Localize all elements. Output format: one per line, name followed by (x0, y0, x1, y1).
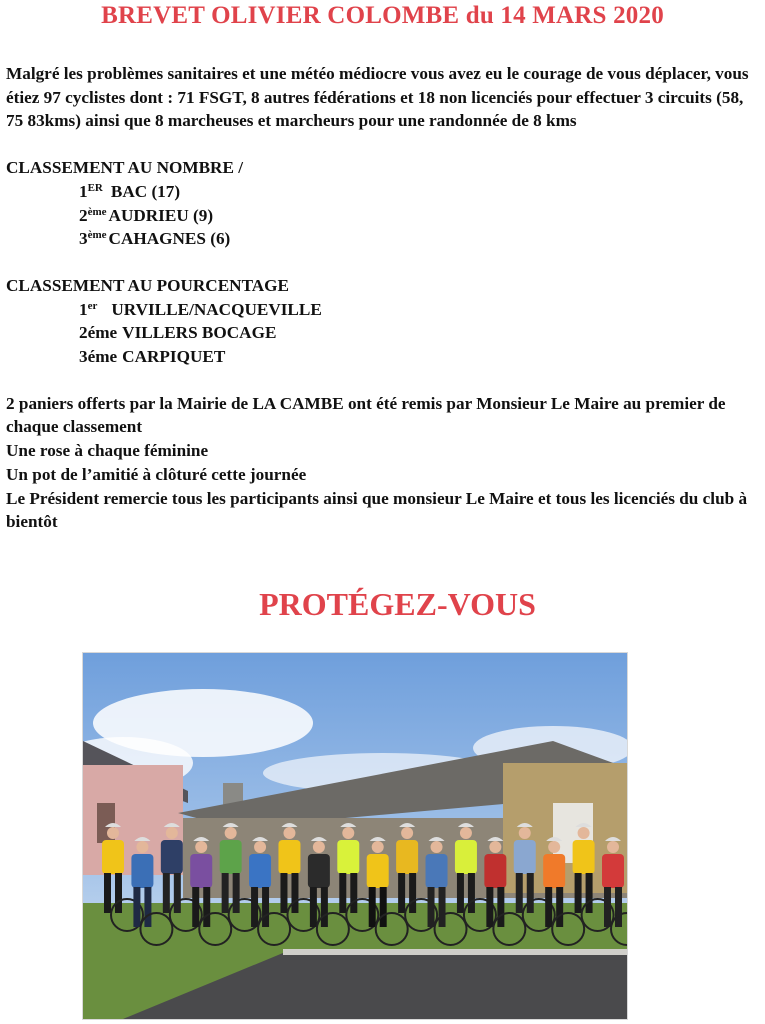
cyclist-head (107, 827, 119, 839)
closing-line: Le Président remercie tous les participants ainsi que monsieur Le Maire et tous les licenciés du club à bientôt (6, 488, 748, 532)
rank-number: 2éme (79, 323, 118, 343)
closing-line: Une rose à chaque féminine (6, 441, 209, 461)
rank-suffix: ème (87, 229, 107, 242)
rank-suffix: ER (87, 181, 103, 194)
cyclist-head (372, 841, 384, 853)
leg (222, 873, 229, 913)
rank-item (6, 345, 756, 369)
leg (604, 887, 611, 927)
closing-line: Un pot de l’amitié à clôturé cette journée (6, 464, 307, 484)
cyclist-head (195, 841, 207, 853)
cyclist-head (401, 827, 413, 839)
cyclist-head (225, 827, 237, 839)
rank-item (6, 321, 756, 345)
leg (321, 887, 328, 927)
cyclist-head (460, 827, 472, 839)
jersey (426, 854, 448, 888)
spacer (6, 251, 756, 274)
jersey (573, 840, 595, 874)
path-curb (283, 949, 627, 955)
leg (174, 873, 181, 913)
classement-nombre-list (6, 180, 756, 251)
jersey (220, 840, 242, 874)
leg (203, 887, 210, 927)
cyclist-head (313, 841, 325, 853)
cyclist-head (548, 841, 560, 853)
leg (280, 873, 287, 913)
leg (104, 873, 111, 913)
leg (133, 887, 140, 927)
leg (527, 873, 534, 913)
leg (398, 873, 405, 913)
jersey (131, 854, 153, 888)
cyclist-head (489, 841, 501, 853)
rank-item (6, 204, 756, 228)
cyclist-head (254, 841, 266, 853)
jersey (278, 840, 300, 874)
leg (115, 873, 122, 913)
leg (350, 873, 357, 913)
jersey (337, 840, 359, 874)
leg (615, 887, 622, 927)
leg (291, 873, 298, 913)
page-title: BREVET OLIVIER COLOMBE du 14 MARS 2020 (101, 2, 664, 29)
closing-line: 2 paniers offerts par la Mairie de LA CAMBE ont été remis par Monsieur Le Maire au premier de chaque classement (6, 393, 726, 437)
cyclist-head (342, 827, 354, 839)
cyclist-head (136, 841, 148, 853)
jersey (484, 854, 506, 888)
leg (409, 873, 416, 913)
group-photo-image (83, 653, 627, 1019)
rank-number: 1 (79, 299, 88, 319)
leg (192, 887, 199, 927)
rank-number: 1 (79, 181, 88, 201)
cyclist-head (283, 827, 295, 839)
cyclist-head (519, 827, 531, 839)
rank-label: BAC (17) (110, 181, 181, 201)
rank-number: 2 (79, 205, 88, 225)
leg (497, 887, 504, 927)
leg (163, 873, 170, 913)
leg (369, 887, 376, 927)
classement-pourcentage-list (6, 298, 756, 369)
jersey (190, 854, 212, 888)
jersey (602, 854, 624, 888)
rank-number: 3éme (79, 347, 118, 367)
rank-label: AUDRIEU (9) (108, 205, 214, 225)
classement-pourcentage-heading: CLASSEMENT AU POURCENTAGE (6, 275, 290, 295)
rank-suffix: er (87, 299, 98, 312)
leg (468, 873, 475, 913)
rank-label: VILLERS BOCAGE (122, 323, 277, 343)
rank-number: 3 (79, 229, 88, 249)
article-body (6, 62, 756, 534)
jersey (514, 840, 536, 874)
leg (251, 887, 258, 927)
cyclist-head (166, 827, 178, 839)
leg (556, 887, 563, 927)
rank-item (6, 298, 756, 322)
leg (439, 887, 446, 927)
jersey (161, 840, 183, 874)
leg (144, 887, 151, 927)
leg (516, 873, 523, 913)
slogan-heading: PROTÉGEZ-VOUS (259, 586, 536, 622)
leg (310, 887, 317, 927)
jersey (308, 854, 330, 888)
leg (428, 887, 435, 927)
group-photo (82, 652, 628, 1020)
leg (380, 887, 387, 927)
rank-label: URVILLE/NACQUEVILLE (111, 299, 322, 319)
jersey (102, 840, 124, 874)
leg (262, 887, 269, 927)
rank-suffix: ème (87, 205, 107, 218)
leg (575, 873, 582, 913)
rank-label: CAHAGNES (6) (108, 229, 231, 249)
leg (339, 873, 346, 913)
leg (545, 887, 552, 927)
classement-nombre-heading: CLASSEMENT AU NOMBRE / (6, 158, 244, 178)
intro-paragraph: Malgré les problèmes sanitaires et une météo médiocre vous avez eu le courage de vous déplacer, vous étiez 97 cyclistes dont : 71 FSGT, 8 autres fédérations et 18 non licenciés pour effectuer 3 circuits (58, 75 83kms) ainsi que 8 marcheuses et marcheurs pour une randonnée de 8 kms (6, 64, 749, 131)
leg (486, 887, 493, 927)
cyclist-head (607, 841, 619, 853)
jersey (367, 854, 389, 888)
spacer (6, 133, 756, 156)
leg (457, 873, 464, 913)
jersey (543, 854, 565, 888)
rank-item (6, 227, 756, 251)
spacer (6, 369, 756, 392)
leg (233, 873, 240, 913)
jersey (455, 840, 477, 874)
rank-label: CARPIQUET (122, 347, 226, 367)
jersey (249, 854, 271, 888)
rank-item (6, 180, 756, 204)
cyclist-head (578, 827, 590, 839)
cyclist-head (431, 841, 443, 853)
leg (586, 873, 593, 913)
jersey (396, 840, 418, 874)
